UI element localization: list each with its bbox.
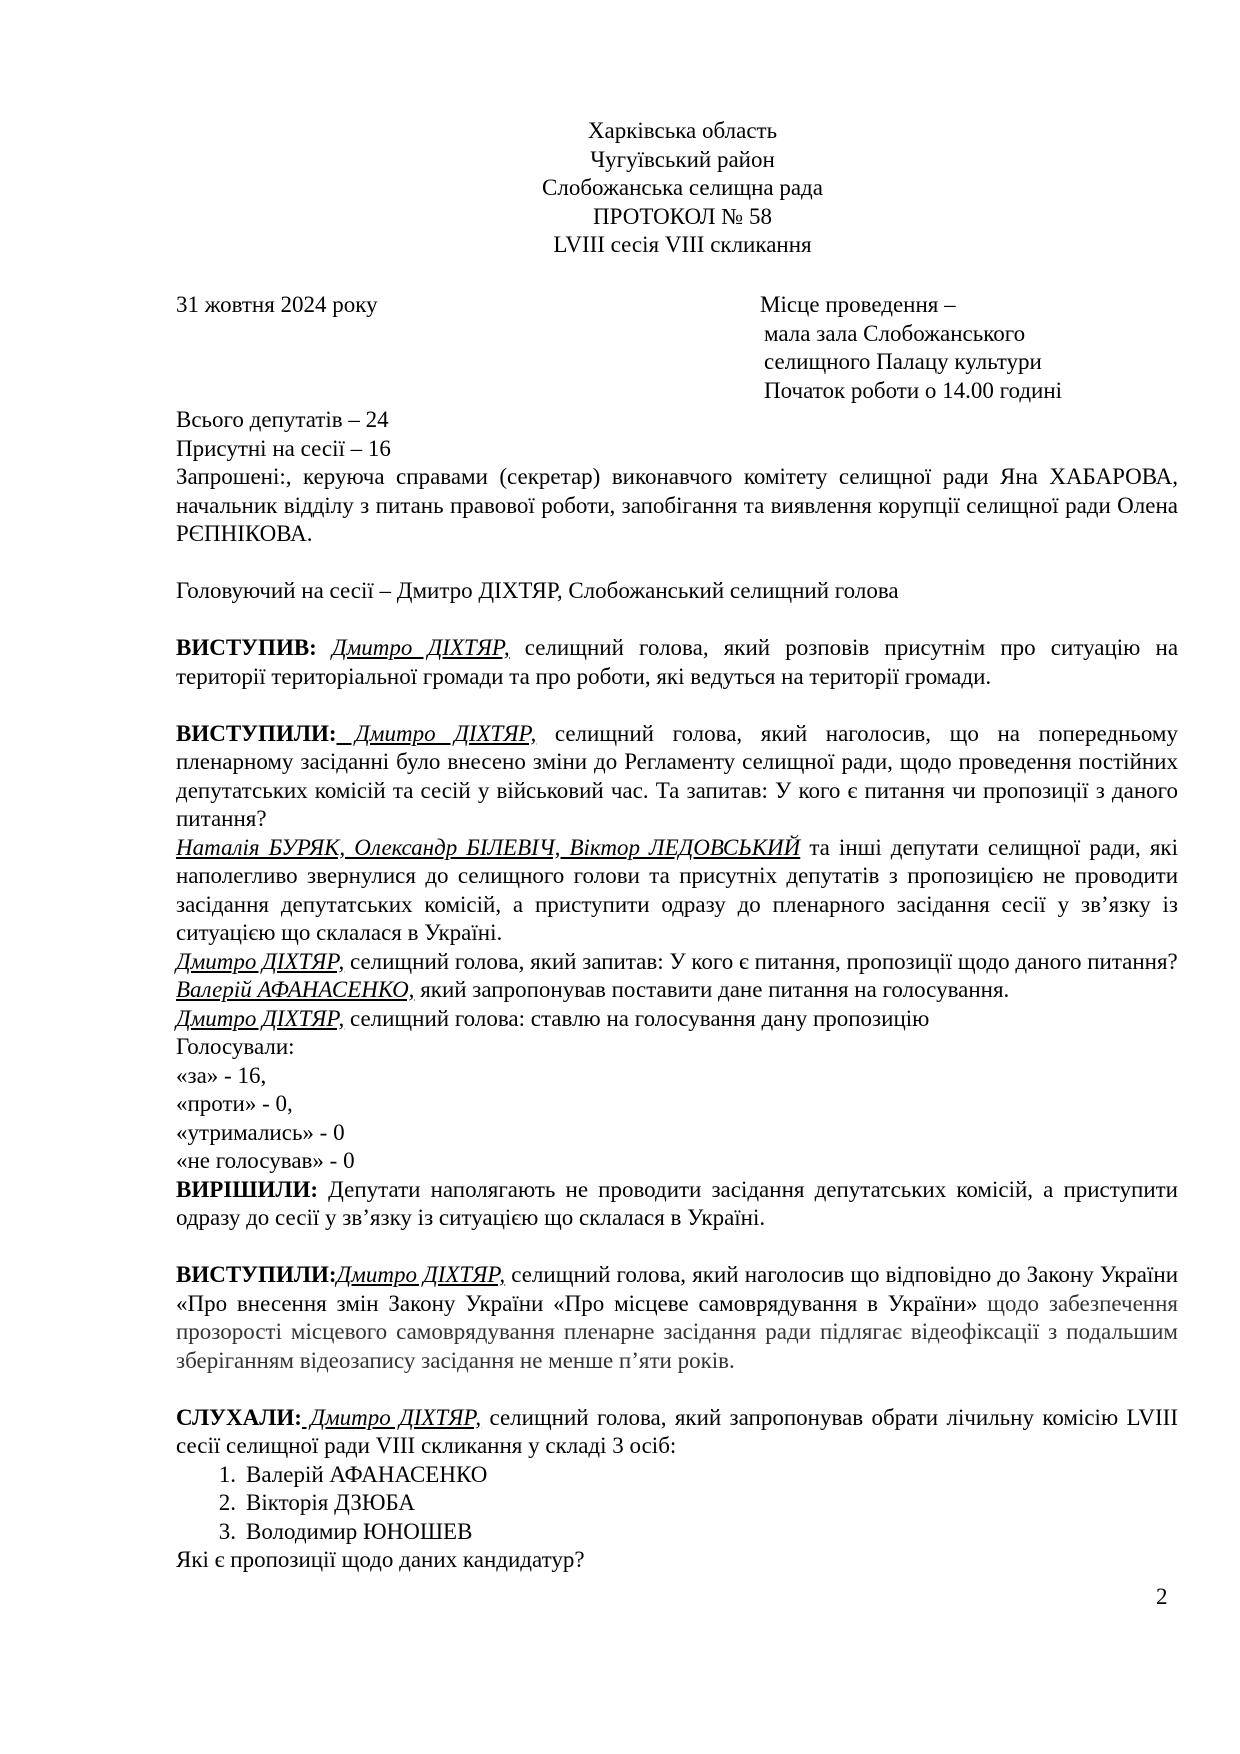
afanasenko-text: який запропонував поставити дане питання на голосування. (414, 977, 1010, 1002)
vote-for: «за» - 16, (176, 1062, 267, 1088)
candidates-question: Які є пропозиції щодо даних кандидатур? (176, 1547, 585, 1572)
section-2-speaker: Дмитро ДІХТЯР, (336, 720, 537, 746)
deputies-speakers: Наталія БУРЯК, Олександр БІЛЕВІЧ, Віктор ЛЕДОВСЬКИЙ (176, 834, 801, 860)
section-1-label: ВИСТУПИВ: (176, 635, 317, 660)
meeting-place (760, 291, 1062, 405)
voted-label: Голосували: (176, 1034, 295, 1059)
decision-text: Депутати наполягають не проводити засідання депутатських комісій, а приступити одразу до сесії у зв’язку із ситуацією що склалася в Україні. (176, 1176, 1178, 1230)
deputies-proposal-paragraph (176, 834, 1178, 948)
header-council: Слобожанська селищна рада (542, 175, 823, 200)
list-item (176, 1461, 1178, 1490)
section-3-speaker: Дмитро ДІХТЯР, (336, 1262, 506, 1287)
section-2-paragraph (176, 720, 1178, 834)
chair-vote-text: селищний голова: ставлю на голосування дану пропозицію (344, 1005, 930, 1031)
header-region: Харківська область (587, 118, 778, 143)
list-item-number: 2. (218, 1490, 236, 1515)
total-deputies: Всього депутатів – 24 (176, 407, 389, 432)
section-3-text: селищний голова, який наголосив що відповідно до Закону України «Про внесення змін Закону України «Про місцеве самоврядування в України» (176, 1262, 1178, 1316)
vote-against: «проти» - 0, (176, 1091, 293, 1116)
place-line-2: селищного Палацу культури (764, 349, 1042, 374)
section-2-label: ВИСТУПИЛИ: (176, 720, 337, 746)
start-time: Початок роботи о 14.00 годині (764, 377, 1063, 403)
section-4-speaker: Дмитро ДІХТЯР, (301, 1404, 482, 1430)
section-4-paragraph (176, 1404, 1178, 1461)
list-item (176, 1489, 1178, 1518)
section-1-speaker: Дмитро ДІХТЯР, (332, 635, 510, 660)
meeting-date: 31 жовтня 2024 року (176, 292, 378, 317)
list-item-name: Валерій АФАНАСЕНКО (246, 1461, 488, 1487)
header-district: Чугуївський район (590, 146, 775, 172)
document-body (176, 406, 1178, 1575)
chair-line: Головуючий на сесії – Дмитро ДІХТЯР, Слобожанський селищний голова (176, 578, 899, 603)
chair-question-speaker: Дмитро ДІХТЯР, (176, 948, 345, 974)
afanasenko-paragraph (176, 976, 1178, 1005)
present-deputies: Присутні на сесії – 16 (176, 435, 391, 461)
chair-question-text: селищний голова, який запитав: У кого є питання, пропозиції щодо даного питання? (344, 948, 1178, 974)
chair-vote-speaker: Дмитро ДІХТЯР, (176, 1005, 345, 1031)
candidates-list (176, 1461, 1178, 1547)
vote-not-voted: «не голосував» - 0 (176, 1148, 355, 1173)
page-number: 2 (1156, 1584, 1168, 1609)
section-2-text: селищний голова, який наголосив, що на попередньому пленарному засіданні було внесено зміни до Регламенту селищної ради, щодо проведення постійних депутатських комісій та сесій у військовий час. Та запитав: У кого є питання чи пропозиції з даного питання? (176, 720, 1178, 831)
section-4-label: СЛУХАЛИ: (176, 1404, 302, 1430)
place-label: Місце проведення – (760, 292, 956, 317)
header-protocol: ПРОТОКОЛ № 58 (593, 203, 772, 229)
list-item-number: 3. (218, 1518, 236, 1544)
deputies-proposal-text: та інші депутати селищної ради, які наполегливо звернулися до селищного голови та присутніх депутатів з пропозицією не проводити засідання депутатських комісій, а приступити одразу до пленарного засідання сесії у зв’язку із ситуацією що склалася в Україні. (176, 834, 1178, 945)
vote-abstained: «утримались» - 0 (176, 1119, 345, 1145)
decision-label: ВИРІШИЛИ: (176, 1176, 319, 1202)
chair-question-paragraph (176, 948, 1178, 977)
header-session: LVIII сесія VIII скликання (553, 232, 812, 257)
section-1-paragraph (176, 634, 1178, 691)
afanasenko-speaker: Валерій АФАНАСЕНКО, (176, 977, 415, 1002)
section-1-text: селищний голова, який розповів присутнім про ситуацію на території територіальної громади та про роботи, які ведуться на території громади. (176, 635, 1179, 689)
section-3-text-grey: щодо забезпечення прозорості місцевого самоврядування пленарне засідання ради підлягає відеофіксації з подальшим зберіганням відеозапису засідання не менше п’яти років. (176, 1290, 1179, 1373)
section-3-label: ВИСТУПИЛИ: (176, 1262, 337, 1287)
place-line-1: мала зала Слобожанського (764, 320, 1026, 346)
list-item-name: Володимир ЮНОШЕВ (246, 1518, 473, 1544)
list-item-name: Вікторія ДЗЮБА (246, 1490, 416, 1515)
section-4-text: селищний голова, який запропонував обрати лічильну комісію LVIII сесії селищної ради VIII скликання у складі 3 осіб: (176, 1404, 1178, 1458)
list-item-number: 1. (218, 1461, 236, 1487)
list-item (176, 1518, 1178, 1547)
decision-paragraph (176, 1176, 1178, 1233)
invited-paragraph: Запрошені:, керуюча справами (секретар) виконавчого комітету селищної ради Яна ХАБАРОВА, начальник відділу з питань правової роботи, запобігання та виявлення корупції селищної ради Олена РЄПНІКОВА. (176, 464, 1178, 546)
section-3-paragraph (176, 1261, 1178, 1375)
chair-vote-paragraph (176, 1005, 1178, 1034)
document-header (0, 117, 1240, 260)
